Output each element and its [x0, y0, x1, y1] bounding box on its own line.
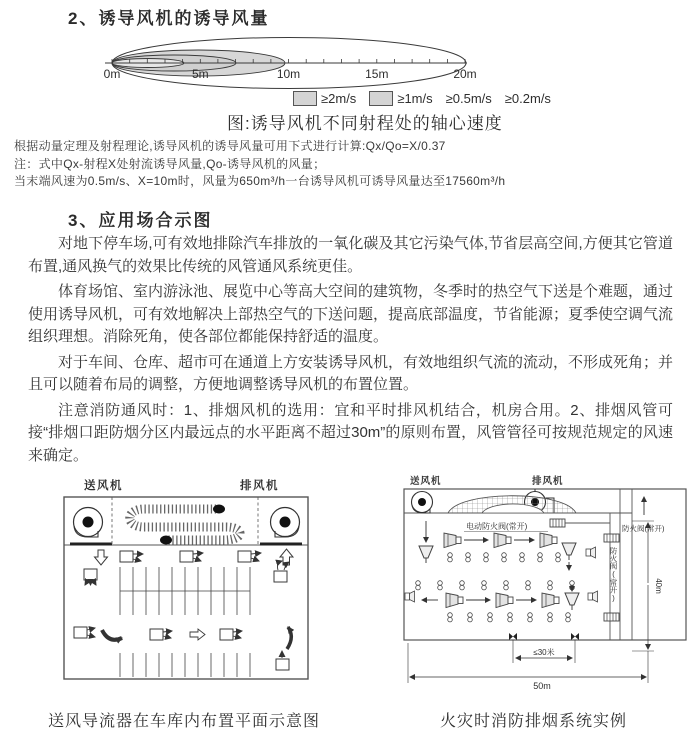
paragraph: 体育场馆、室内游泳池、展览中心等高大空间的建筑物，冬季时的热空气下送是个难题，通过使用诱导风机，可有效地解决上部热空气的下送问题，提高底部温度，节省能源；夏季使空调气流组织理想。消除死角，使各部位都能保持舒适的温度。 — [28, 283, 674, 345]
funnel-diffuser-icon — [562, 543, 576, 560]
gray-swatch-icon — [293, 91, 317, 106]
induced-cone-fan-row-1 — [444, 533, 557, 548]
section3-title: 3、应用场合示图 — [68, 211, 213, 230]
paragraph: 对地下停车场,可有效地排除汽车排放的一氧化碳及其它污染气体,节省层高空间,方便其它管道布置,通风换气的效果比传统的风管通风系统更佳。 — [28, 235, 673, 275]
height-dimension-label: 40m — [654, 578, 663, 594]
induced-fan-icon — [150, 629, 163, 640]
legend-item — [293, 91, 356, 106]
note-line: 根据动量定理及射程理论,诱导风机的诱导风量可用下式进行计算:Qx/Qo=X/0.37 — [14, 139, 446, 153]
paragraph: 注意消防通风时：1、排烟风机的选用：宜和平时排风机结合，机房合用。2、排烟风管可接“排烟口距防烟分区内最远点的水平距离不超过30m”的原则布置，风管管径可按规范规定的风速来确定。 — [28, 401, 673, 464]
garage-layout-figure — [62, 477, 312, 685]
height-dimension — [632, 521, 663, 651]
floor-damper-icon — [509, 633, 517, 640]
exhaust-fan-label: 排风机 — [240, 480, 279, 492]
funnel-diffuser-icon — [419, 546, 433, 563]
sprinkler-row-1 — [448, 553, 561, 562]
induced-fan-icon — [238, 551, 251, 562]
induced-fan-icon — [84, 569, 97, 580]
supply-fan-label: 送风机 — [410, 476, 442, 487]
axis-label-0m: 0m — [103, 67, 121, 81]
serpentine-diffuser-icon — [130, 505, 240, 545]
section2-title: 2、诱导风机的诱导风量 — [68, 9, 270, 28]
velocity-legend — [293, 91, 551, 106]
wall-fan-icon — [405, 591, 415, 602]
supply-fan-icon — [412, 492, 433, 514]
axis-ticks — [112, 59, 465, 63]
induced-fan-icon — [496, 593, 513, 608]
electric-damper-label: 电动防火阀(常开) — [466, 522, 528, 531]
sprinkler-row-3 — [448, 613, 571, 622]
curved-up-arrow-icon — [287, 627, 291, 649]
induced-fan-icon — [120, 551, 133, 562]
induced-fan-icon — [276, 659, 289, 670]
legend-label: ≥1m/s — [397, 91, 433, 106]
supply-fan-icon — [74, 508, 103, 538]
exhaust-fan-icon — [271, 508, 300, 538]
axis-label-10m: 10m — [276, 67, 301, 81]
induced-fan-row-2 — [74, 627, 291, 649]
body-paragraphs — [28, 233, 673, 470]
wall-fan-icon — [588, 591, 598, 602]
curved-flow-arrow-icon — [102, 630, 122, 640]
garage-figure-caption: 送风导流器在车库内布置平面示意图 — [48, 713, 321, 730]
fire-damper-icon — [604, 613, 619, 621]
axis-label-20m: 20m — [453, 67, 477, 81]
width-dimension-label: 50m — [533, 681, 551, 691]
fire-damper-icon — [550, 519, 565, 527]
supply-fan-base — [70, 543, 112, 546]
legend-item — [446, 91, 492, 106]
jet-velocity-figure — [95, 36, 490, 94]
fire-damper-shaft-label: 防火阀(常开) — [609, 547, 618, 603]
notes-block — [14, 138, 694, 191]
legend-item — [369, 91, 432, 106]
right-flow-arrow-icon — [190, 629, 205, 640]
legend-label: ≥0.2m/s — [504, 91, 551, 106]
induced-cone-fan-row-2 — [405, 591, 559, 608]
induced-fan-icon — [220, 629, 233, 640]
induced-fan-bottom-right — [276, 651, 289, 670]
parking-stall-lines-bottom — [120, 653, 250, 677]
legend-label: ≥0.5m/s — [445, 91, 492, 106]
induced-fan-icon — [540, 533, 557, 548]
jet-figure-caption: 图:诱导风机不同射程处的轴心速度 — [227, 114, 503, 133]
note-line: 注：式中Qx-射程X处射流诱导风量,Qo-诱导风机的风量； — [14, 156, 326, 171]
supply-fan-label: 送风机 — [84, 480, 123, 492]
induced-fan-icon — [542, 593, 559, 608]
induced-fan-icon — [444, 533, 461, 548]
paragraph: 对于车间、仓库、超市可在通道上方安装诱导风机，有效地组织气流的流动，不形成死角；并且可以随着布局的调整，方便地调整诱导风机的布置位置。 — [28, 353, 674, 393]
floor-damper-icon — [571, 633, 579, 640]
mesh-coil-icon — [448, 496, 576, 513]
sprinkler-row-2 — [416, 581, 575, 590]
parking-stall-lines-top — [120, 567, 250, 615]
funnel-diffuser-icon — [565, 593, 579, 610]
induced-fan-icon — [494, 533, 511, 548]
up-flow-arrow-icon — [280, 549, 293, 565]
axis-label-15m: 15m — [365, 67, 389, 81]
note-line: 当末端风速为0.5m/s、X=10m时，风量为650m³/h一台诱导风机可诱导风量达至17560m³/h — [14, 174, 506, 188]
induced-fan-icon — [74, 627, 87, 638]
induced-fan-icon — [180, 551, 193, 562]
down-flow-arrow-icon — [95, 550, 108, 565]
induced-fan-row-1 — [120, 551, 261, 562]
induced-fan-icon — [446, 593, 463, 608]
fire-figure-caption: 火灾时消防排烟系统实例 — [440, 713, 628, 730]
axis-label-5m: 5m — [191, 67, 209, 81]
squiggle-outlet-icon — [274, 561, 289, 582]
width-dimension — [408, 643, 648, 691]
span-dimension — [513, 640, 575, 663]
induced-fan-left-column — [84, 569, 97, 585]
span-dimension-label: ≤30米 — [533, 648, 555, 657]
wall-fan-icon — [586, 547, 596, 558]
exhaust-fan-label: 排风机 — [532, 476, 564, 487]
induced-fan-icon — [274, 571, 287, 582]
legend-label: ≥2m/s — [321, 91, 357, 106]
fire-damper-icon — [604, 534, 619, 542]
gray-swatch-icon — [369, 91, 393, 106]
fire-smoke-system-figure — [402, 473, 696, 697]
legend-item — [505, 91, 551, 106]
exhaust-fan-base — [260, 543, 302, 546]
fire-damper-top-label: 防火阀(常开) — [622, 524, 665, 533]
